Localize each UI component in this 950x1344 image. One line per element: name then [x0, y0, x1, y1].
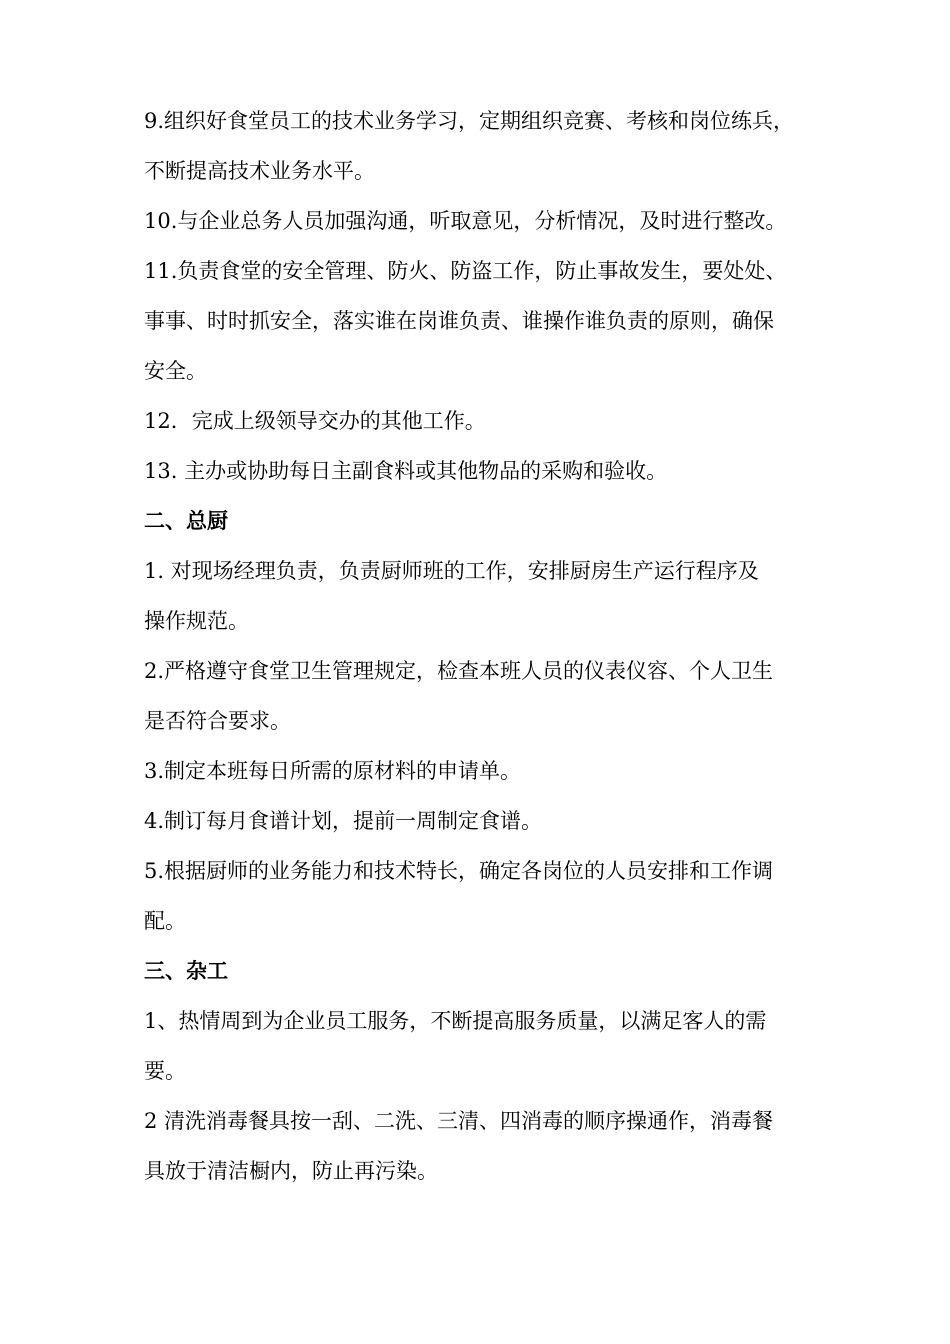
paragraph-line: 操作规范。 — [144, 609, 249, 633]
paragraph-line: 具放于清洁橱内，防止再污染。 — [144, 1159, 438, 1183]
paragraph-line: 11.负责食堂的安全管理、防火、防盗工作，防止事故发生，要处处、 — [144, 259, 787, 283]
paragraph-line: 10.与企业总务人员加强沟通，听取意见，分析情况，及时进行整改。 — [144, 209, 787, 233]
document-body — [144, 96, 824, 1196]
paragraph-line: 13. 主办或协助每日主副食料或其他物品的采购和验收。 — [144, 459, 668, 483]
section-heading: 三、杂工 — [144, 958, 228, 983]
paragraph-line: 要。 — [144, 1059, 186, 1083]
paragraph-line: 2.严格遵守食堂卫生管理规定，检查本班人员的仪表仪容、个人卫生 — [144, 659, 774, 683]
paragraph-line: 配。 — [144, 909, 186, 933]
paragraph-line: 安全。 — [144, 359, 207, 383]
paragraph-line: 5.根据厨师的业务能力和技术特长，确定各岗位的人员安排和工作调 — [144, 859, 774, 883]
document-page — [144, 96, 824, 1196]
paragraph-line: 2 清洗消毒餐具按一刮、二洗、三清、四消毒的顺序操通作，消毒餐 — [144, 1109, 774, 1133]
paragraph-line: 4.制订每月食谱计划，提前一周制定食谱。 — [144, 809, 543, 833]
paragraph-line: 9.组织好食堂员工的技术业务学习，定期组织竞赛、考核和岗位练兵， — [144, 109, 795, 133]
paragraph-line: 不断提高技术业务水平。 — [144, 159, 375, 183]
paragraph-line: 1、热情周到为企业员工服务，不断提高服务质量，以满足客人的需 — [144, 1009, 767, 1033]
paragraph-line: 是否符合要求。 — [144, 709, 291, 733]
section-heading: 二、总厨 — [144, 508, 228, 533]
paragraph-line: 1. 对现场经理负责，负责厨师班的工作，安排厨房生产运行程序及 — [144, 559, 759, 583]
paragraph-line: 3.制定本班每日所需的原材料的申请单。 — [144, 759, 522, 783]
paragraph-line: 12．完成上级领导交办的其他工作。 — [144, 409, 486, 433]
paragraph-line: 事事、时时抓安全，落实谁在岗谁负责、谁操作谁负责的原则，确保 — [144, 309, 774, 333]
